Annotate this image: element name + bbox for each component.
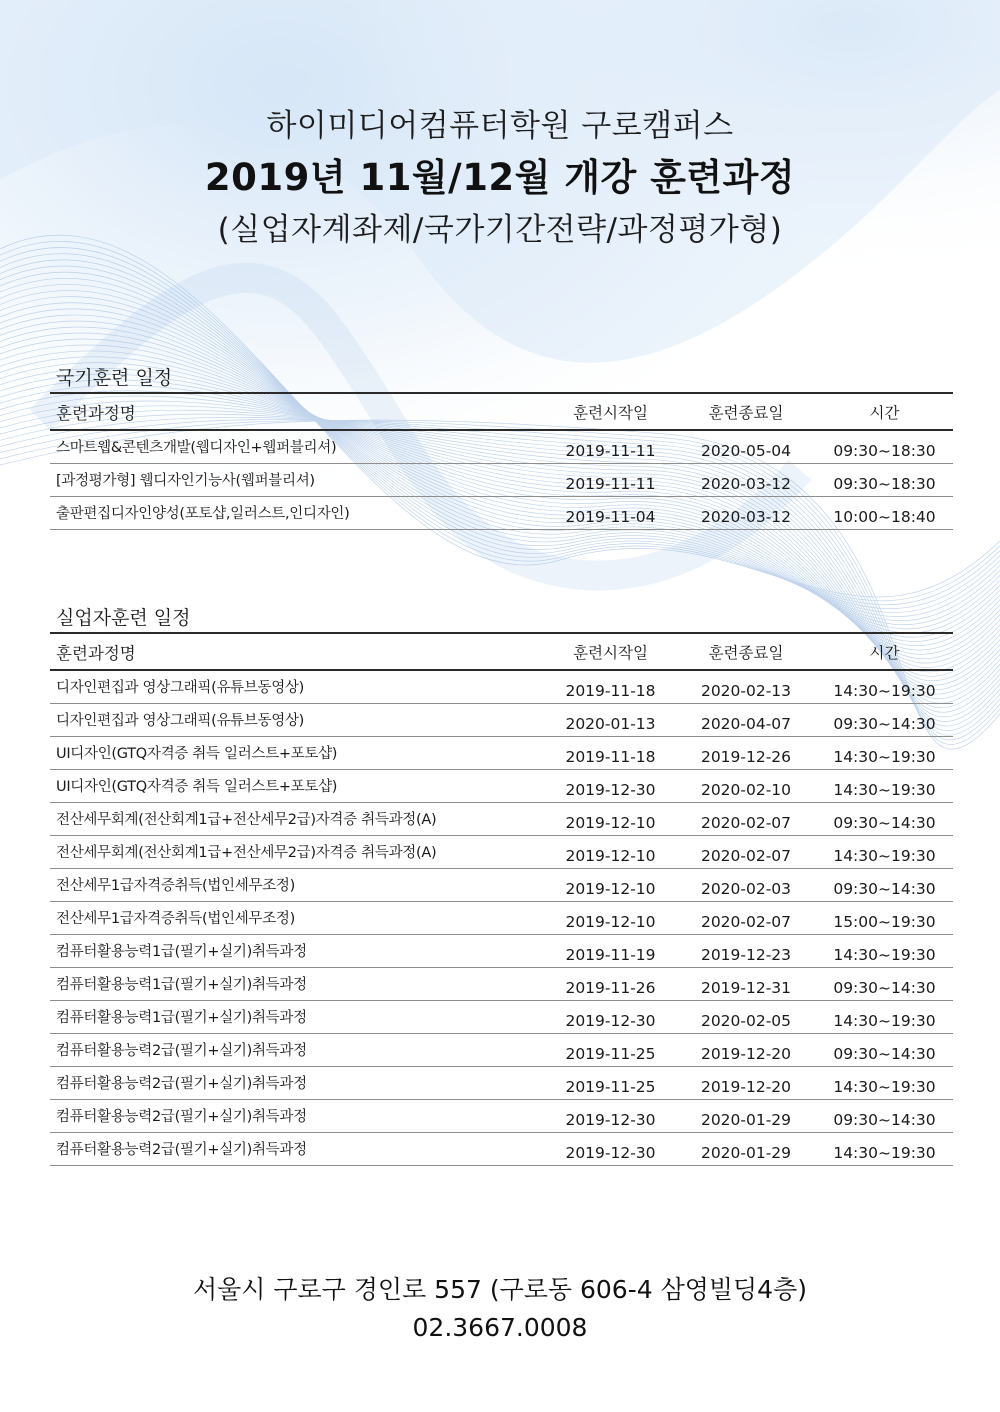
time-cell: 09:30~14:30	[816, 967, 953, 1000]
table-row	[50, 1000, 953, 1033]
end-date-cell: 2020-02-03	[676, 868, 816, 901]
end-date-cell: 2020-02-07	[676, 901, 816, 934]
time-cell: 14:30~19:30	[816, 1132, 953, 1165]
start-date-cell: 2019-12-10	[545, 835, 676, 868]
end-date-cell: 2019-12-23	[676, 934, 816, 967]
course-name-cell: 컴퓨터활용능력1급(필기+실기)취득과정	[50, 967, 545, 1000]
end-date-cell: 2020-02-05	[676, 1000, 816, 1033]
table-header	[50, 633, 953, 670]
end-date-cell: 2020-03-12	[676, 463, 816, 496]
table-row	[50, 901, 953, 934]
table-row	[50, 934, 953, 967]
title-block	[0, 104, 1000, 252]
start-date-cell: 2019-11-04	[545, 496, 676, 529]
footer	[0, 1272, 1000, 1346]
start-date-cell: 2019-12-10	[545, 802, 676, 835]
course-name-cell: 컴퓨터활용능력2급(필기+실기)취득과정	[50, 1099, 545, 1132]
start-date-cell: 2019-11-26	[545, 967, 676, 1000]
table-row	[50, 463, 953, 496]
start-date-cell: 2019-11-18	[545, 670, 676, 703]
table-row	[50, 868, 953, 901]
start-date-cell: 2019-11-11	[545, 430, 676, 463]
time-cell: 09:30~14:30	[816, 868, 953, 901]
course-name-cell: 컴퓨터활용능력2급(필기+실기)취득과정	[50, 1132, 545, 1165]
unemployed-training-section	[50, 604, 953, 1166]
end-date-cell: 2020-01-29	[676, 1099, 816, 1132]
course-name-cell: 스마트웹&콘텐츠개발(웹디자인+웹퍼블리셔)	[50, 430, 545, 463]
end-date-cell: 2019-12-31	[676, 967, 816, 1000]
start-date-cell: 2019-11-19	[545, 934, 676, 967]
end-date-cell: 2019-12-26	[676, 736, 816, 769]
time-cell: 14:30~19:30	[816, 769, 953, 802]
col-time: 시간	[816, 633, 953, 670]
table-row	[50, 1132, 953, 1165]
time-cell: 09:30~18:30	[816, 430, 953, 463]
course-name-cell: 컴퓨터활용능력1급(필기+실기)취득과정	[50, 934, 545, 967]
end-date-cell: 2020-02-07	[676, 802, 816, 835]
col-time: 시간	[816, 393, 953, 430]
address: 서울시 구로구 경인로 557 (구로동 606-4 삼영빌딩4층)	[192, 1275, 807, 1304]
course-name-cell: 전산세무회계(전산회계1급+전산세무2급)자격증 취득과정(A)	[50, 802, 545, 835]
course-name-cell: 컴퓨터활용능력1급(필기+실기)취득과정	[50, 1000, 545, 1033]
table-row	[50, 703, 953, 736]
course-name-cell: 전산세무1급자격증취득(법인세무조정)	[50, 868, 545, 901]
section-title: 실업자훈련 일정	[56, 607, 191, 629]
start-date-cell: 2019-11-18	[545, 736, 676, 769]
table-row	[50, 835, 953, 868]
col-start-date: 훈련시작일	[545, 633, 676, 670]
end-date-cell: 2019-12-20	[676, 1033, 816, 1066]
start-date-cell: 2019-11-11	[545, 463, 676, 496]
table-header	[50, 393, 953, 430]
start-date-cell: 2019-12-30	[545, 769, 676, 802]
end-date-cell: 2020-02-10	[676, 769, 816, 802]
table-row	[50, 1066, 953, 1099]
start-date-cell: 2019-12-30	[545, 1099, 676, 1132]
course-name-cell: UI디자인(GTQ자격증 취득 일러스트+포토샵)	[50, 736, 545, 769]
start-date-cell: 2020-01-13	[545, 703, 676, 736]
course-name-cell: 디자인편집과 영상그래픽(유튜브동영상)	[50, 703, 545, 736]
table-row	[50, 1033, 953, 1066]
start-date-cell: 2019-11-25	[545, 1033, 676, 1066]
table-row	[50, 670, 953, 703]
schedule-table	[50, 392, 953, 530]
time-cell: 09:30~18:30	[816, 463, 953, 496]
time-cell: 14:30~19:30	[816, 835, 953, 868]
course-name-cell: [과정평가형] 웹디자인기능사(웹퍼블리셔)	[50, 463, 545, 496]
col-course-name: 훈련과정명	[50, 393, 545, 430]
schedule-table	[50, 632, 953, 1166]
end-date-cell: 2019-12-20	[676, 1066, 816, 1099]
national-training-section	[50, 364, 953, 530]
col-course-name: 훈련과정명	[50, 633, 545, 670]
start-date-cell: 2019-12-10	[545, 901, 676, 934]
time-cell: 09:30~14:30	[816, 1099, 953, 1132]
academy-name: 하이미디어컴퓨터학원 구로캠퍼스	[266, 108, 734, 144]
time-cell: 09:30~14:30	[816, 703, 953, 736]
end-date-cell: 2020-04-07	[676, 703, 816, 736]
table-row	[50, 802, 953, 835]
table-row	[50, 769, 953, 802]
table-row	[50, 967, 953, 1000]
time-cell: 14:30~19:30	[816, 736, 953, 769]
end-date-cell: 2020-05-04	[676, 430, 816, 463]
table-row	[50, 496, 953, 529]
time-cell: 14:30~19:30	[816, 670, 953, 703]
end-date-cell: 2020-03-12	[676, 496, 816, 529]
end-date-cell: 2020-02-13	[676, 670, 816, 703]
course-name-cell: 디자인편집과 영상그래픽(유튜브동영상)	[50, 670, 545, 703]
poster-subtitle: (실업자계좌제/국가기간전략/과정평가형)	[217, 212, 783, 248]
start-date-cell: 2019-11-25	[545, 1066, 676, 1099]
time-cell: 10:00~18:40	[816, 496, 953, 529]
start-date-cell: 2019-12-30	[545, 1000, 676, 1033]
course-name-cell: 전산세무회계(전산회계1급+전산세무2급)자격증 취득과정(A)	[50, 835, 545, 868]
start-date-cell: 2019-12-30	[545, 1132, 676, 1165]
time-cell: 14:30~19:30	[816, 934, 953, 967]
col-end-date: 훈련종료일	[676, 633, 816, 670]
course-name-cell: 전산세무1급자격증취득(법인세무조정)	[50, 901, 545, 934]
course-name-cell: 컴퓨터활용능력2급(필기+실기)취득과정	[50, 1066, 545, 1099]
col-end-date: 훈련종료일	[676, 393, 816, 430]
table-row	[50, 1099, 953, 1132]
section-title: 국기훈련 일정	[56, 367, 173, 389]
time-cell: 09:30~14:30	[816, 1033, 953, 1066]
time-cell: 14:30~19:30	[816, 1066, 953, 1099]
end-date-cell: 2020-01-29	[676, 1132, 816, 1165]
col-start-date: 훈련시작일	[545, 393, 676, 430]
time-cell: 14:30~19:30	[816, 1000, 953, 1033]
course-name-cell: 컴퓨터활용능력2급(필기+실기)취득과정	[50, 1033, 545, 1066]
time-cell: 09:30~14:30	[816, 802, 953, 835]
table-row	[50, 430, 953, 463]
table-row	[50, 736, 953, 769]
poster-title: 2019년 11월/12월 개강 훈련과정	[204, 156, 796, 199]
course-name-cell: 출판편집디자인양성(포토샵,일러스트,인디자인)	[50, 496, 545, 529]
end-date-cell: 2020-02-07	[676, 835, 816, 868]
start-date-cell: 2019-12-10	[545, 868, 676, 901]
course-name-cell: UI디자인(GTQ자격증 취득 일러스트+포토샵)	[50, 769, 545, 802]
phone-number: 02.3667.0008	[412, 1313, 588, 1342]
time-cell: 15:00~19:30	[816, 901, 953, 934]
